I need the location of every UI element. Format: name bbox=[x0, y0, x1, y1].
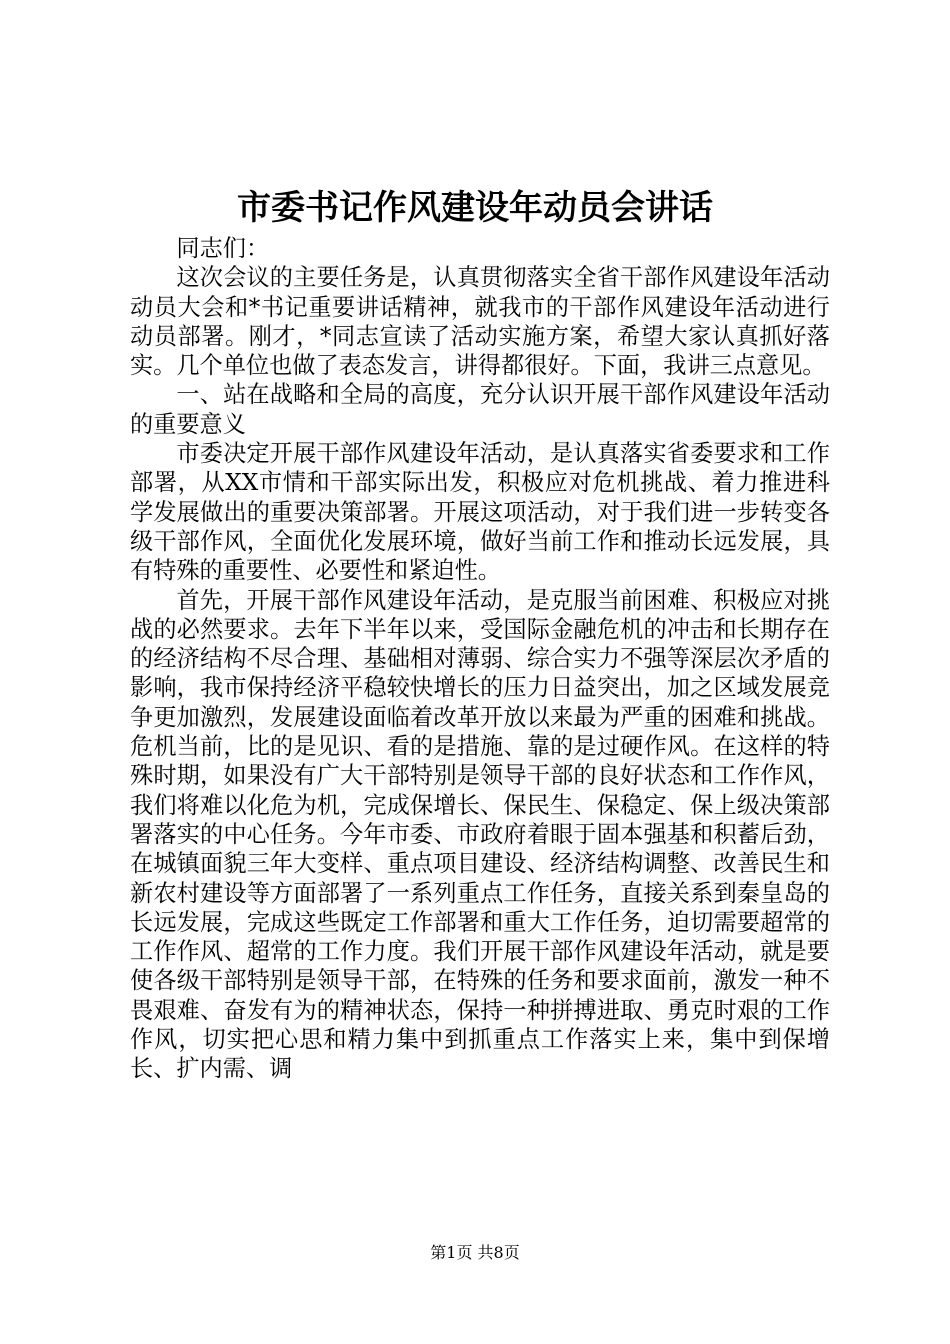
paragraph-first-point: 首先，开展干部作风建设年活动，是克服当前困难、积极应对挑战的必然要求。去年下半年以来，受国际金融危机的冲击和长期存在的经济结构不尽合理、基础相对薄弱、综合实力不强等深层次矛盾的影响，我市保持经济平稳较快增长的压力日益突出，加之区域发展竞争更加激烈，发展建设面临着改革开放以来最为严重的困难和挑战。危机当前，比的是见识、看的是措施、靠的是过硬作风。在这样的特殊时期，如果没有广大干部特别是领导干部的良好状态和工作作风，我们将难以化危为机，完成保增长、保民生、保稳定、保上级决策部署落实的中心任务。今年市委、市政府着眼于固本强基和积蓄后劲，在城镇面貌三年大变样、重点项目建设、经济结构调整、改善民生和新农村建设等方面部署了一系列重点工作任务，直接关系到秦皇岛的长远发展，完成这些既定工作部署和重大工作任务，迫切需要超常的工作作风、超常的工作力度。我们开展干部作风建设年活动，就是要使各级干部特别是领导干部，在特殊的任务和要求面前，激发一种不畏艰难、奋发有为的精神状态，保持一种拼搏进取、勇克时艰的工作作风，切实把心思和精力集中到抓重点工作落实上来，集中到保增长、扩内需、调 bbox=[130, 586, 830, 1083]
section-heading-1: 一、站在战略和全局的高度，充分认识开展干部作风建设年活动的重要意义 bbox=[130, 381, 830, 438]
paragraph-decision: 市委决定开展干部作风建设年活动，是认真落实省委要求和工作部署，从XX市情和干部实际出发，积极应对危机挑战、着力推进科学发展做出的重要决策部署。开展这项活动，对于我们进一步转变各级干部作风，全面优化发展环境，做好当前工作和推动长远发展，具有特殊的重要性、必要性和紧迫性。 bbox=[130, 440, 830, 585]
document-title: 市委书记作风建设年动员会讲话 bbox=[237, 188, 713, 228]
paragraph-intro: 这次会议的主要任务是，认真贯彻落实全省干部作风建设年活动动员大会和*书记重要讲话精神，就我市的干部作风建设年活动进行动员部署。刚才，*同志宣读了活动实施方案，希望大家认真抓好落实。几个单位也做了表态发言，讲得都很好。下面，我讲三点意见。 bbox=[130, 264, 830, 380]
paragraph-salutation: 同志们： bbox=[176, 235, 270, 262]
document-body bbox=[130, 234, 830, 1084]
page-footer: 第1页 共8页 bbox=[430, 1243, 520, 1262]
